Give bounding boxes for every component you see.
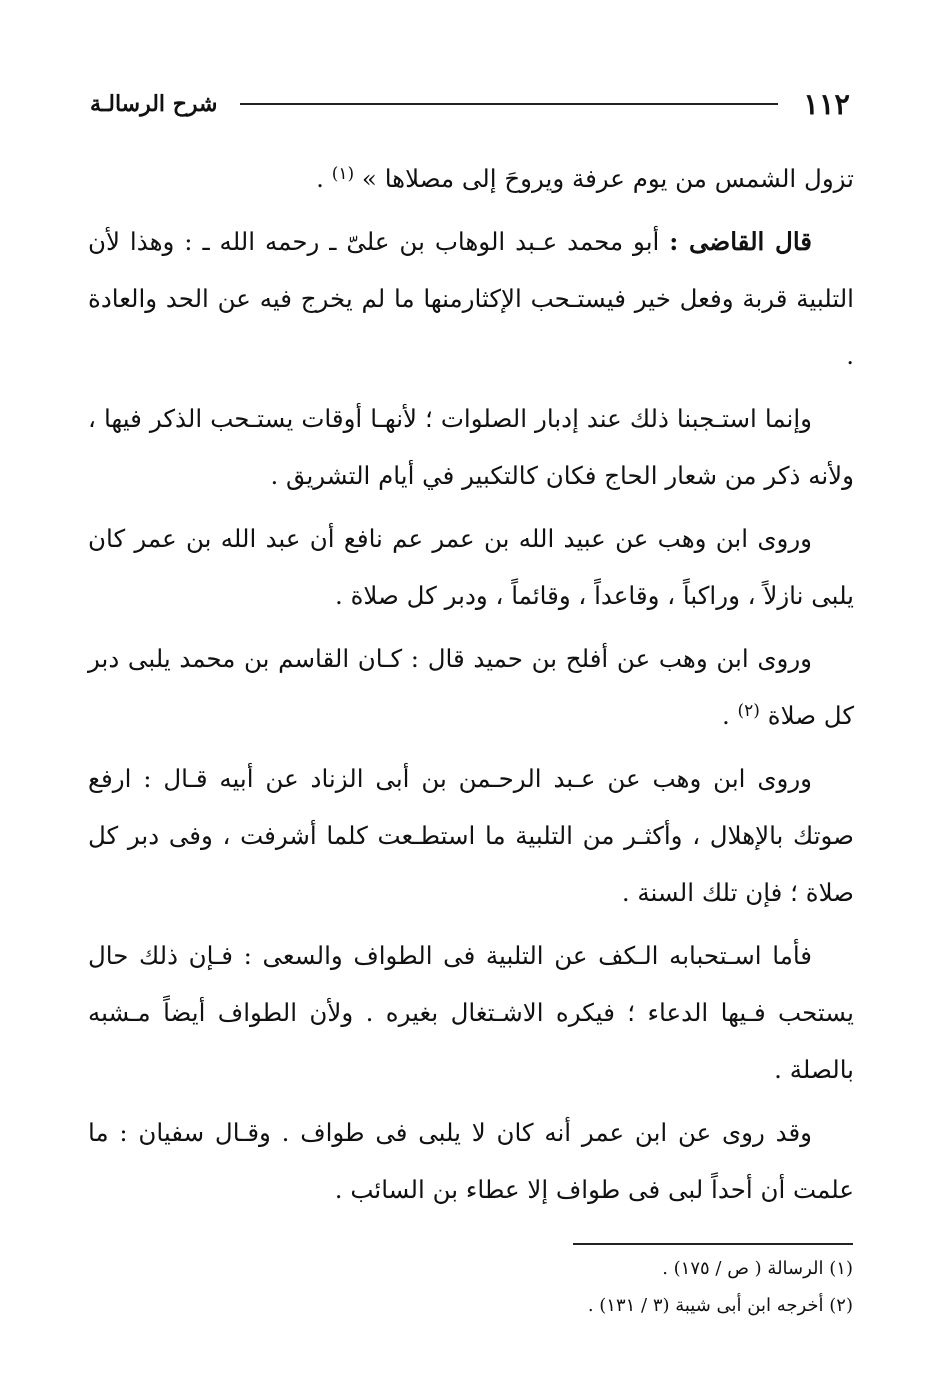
page-header — [90, 84, 850, 124]
speaker-label: قال القاضى : — [669, 227, 812, 256]
footnote-marker: (١) — [331, 164, 355, 184]
paragraph — [88, 213, 854, 384]
paragraph-text: أبو محمد عـبد الوهاب بن علىّ ـ رحمه الله ـ : وهذا لأن التلبية قربة وفعل خير فيستـحب الإكثارمنها ما لم يخرج فيه عن الحد والعادة . — [88, 227, 854, 370]
footnote: (١) الرسالة ( ص / ١٧٥) . — [662, 1258, 853, 1279]
paragraph — [88, 630, 854, 744]
paragraph: وروى ابن وهب عن عـبد الرحـمن بن أبى الزناد عن أبيه قـال : ارفع صوتك بالإهلال ، وأكثـر من التلبية ما استطـعت كلما أشرفت ، وفى دبر كل صلاة ؛ فإن تلك السنة . — [88, 764, 854, 907]
page-number: ١١٢ — [803, 87, 850, 121]
footnotes — [353, 1250, 853, 1324]
header-rule — [240, 103, 778, 105]
paragraph: وإنما استـجبنا ذلك عند إدبار الصلوات ؛ لأنهـا أوقات يستـحب الذكر فيها ، ولأنه ذكر من شعار الحاج فكان كالتكبير في أيام التشريق . — [88, 404, 854, 490]
paragraph: وروى ابن وهب عن عبيد الله بن عمر عم نافع أن عبد الله بن عمر كان يلبى نازلاً ، وراكباً ، وقاعداً ، وقائماً ، ودبر كل صلاة . — [88, 524, 854, 610]
paragraph-text: وروى ابن وهب عن أفلح بن حميد قال : كـان القاسم بن محمد يلبى دبر كل صلاة — [88, 644, 854, 730]
main-text — [88, 150, 854, 1224]
paragraph-tail: . — [316, 164, 332, 193]
footnote: (٢) أخرجه ابن أبى شيبة (٣ / ١٣١) . — [587, 1295, 853, 1316]
paragraph-text: تزول الشمس من يوم عرفة ويروحَ إلى مصلاها » — [361, 164, 854, 193]
paragraph: وقد روى عن ابن عمر أنه كان لا يلبى فى طواف . وقـال سفيان : ما علمت أن أحداً لبى فى طواف إلا عطاء بن السائب . — [88, 1118, 854, 1204]
paragraph — [88, 150, 854, 207]
footnote-rule — [573, 1243, 853, 1245]
running-title: شرح الرسالـة — [90, 91, 218, 117]
footnote-marker: (٢) — [737, 701, 760, 721]
paragraph: فأما اسـتحبابه الـكف عن التلبية فى الطواف والسعى : فـإن ذلك حال يستحب فـيها الدعاء ؛ فيكره الاشـتغال بغيره . ولأن الطواف أيضاً مـشبه بالصلة . — [88, 941, 854, 1084]
paragraph-tail: . — [721, 701, 738, 730]
